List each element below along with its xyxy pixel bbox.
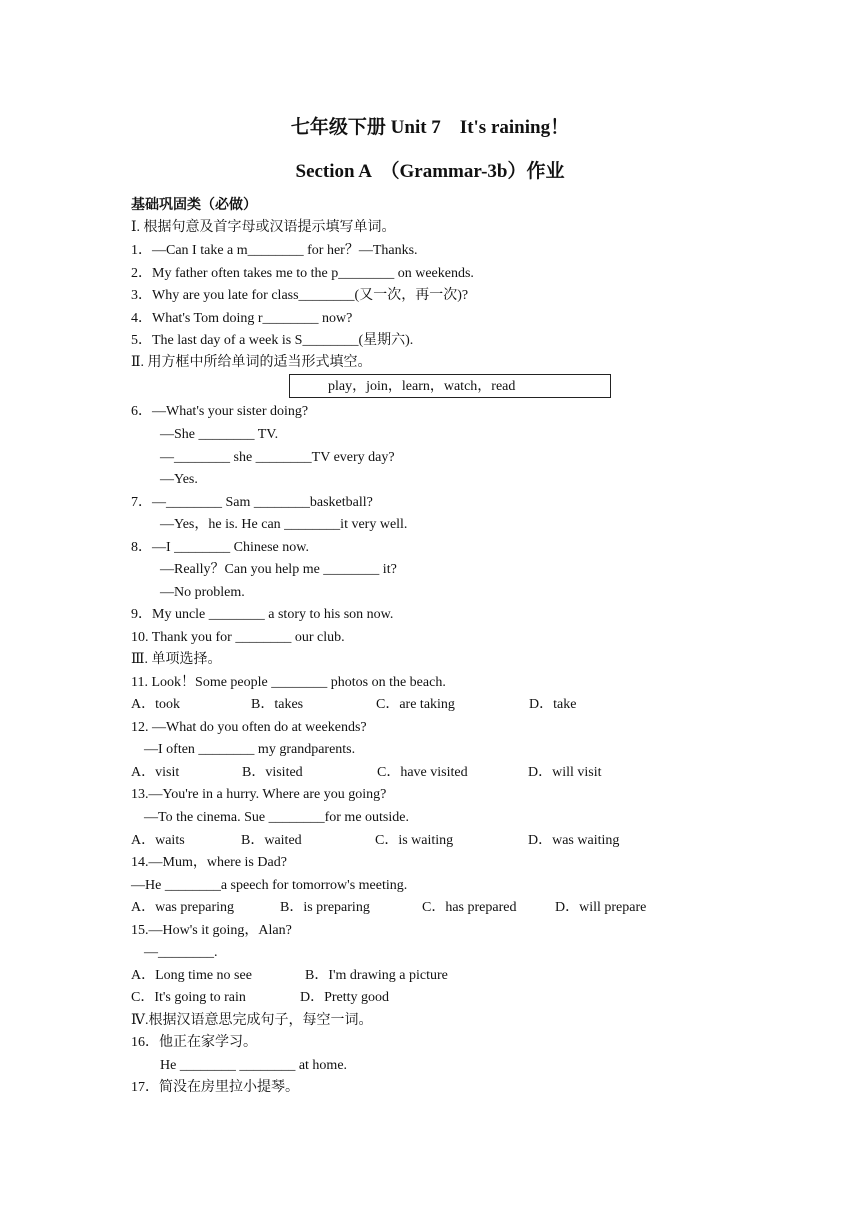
category-label: 基础巩固类（必做） bbox=[131, 198, 257, 213]
question-16-line: He ________ ________ at home. bbox=[160, 1058, 348, 1073]
question-10: 10. Thank you for ________ our club. bbox=[131, 630, 345, 645]
word-box bbox=[289, 374, 611, 398]
page-title: 七年级下册 Unit 7 It's raining！ bbox=[290, 117, 570, 138]
question-12-line: —I often ________ my grandparents. bbox=[144, 742, 356, 757]
option-d: D．Pretty good bbox=[300, 990, 390, 1005]
question-8-line: —No problem. bbox=[160, 585, 245, 600]
question-15: 15.—How's it going，Alan? bbox=[131, 923, 292, 938]
question-8: 8．—I ________ Chinese now. bbox=[131, 540, 309, 555]
option-c: C．is waiting bbox=[375, 833, 454, 848]
question-7: 7．—________ Sam ________basketball? bbox=[131, 495, 373, 510]
option-a: A．waits bbox=[131, 833, 185, 848]
part4-heading: Ⅳ.根据汉语意思完成句子，每空一词。 bbox=[131, 1013, 373, 1028]
question-6-line: —She ________ TV. bbox=[160, 427, 279, 442]
option-c: C．have visited bbox=[377, 765, 468, 780]
option-a: A．Long time no see bbox=[131, 968, 252, 983]
question-13: 13.—You're in a hurry. Where are you going? bbox=[131, 787, 387, 802]
question-1: 1．—Can I take a m________ for her？—Thanks. bbox=[131, 243, 418, 258]
option-d: D．will prepare bbox=[555, 900, 647, 915]
option-b: B．is preparing bbox=[280, 900, 370, 915]
question-15-line: —________. bbox=[144, 945, 218, 960]
question-6-line: —________ she ________TV every day? bbox=[160, 450, 395, 465]
part1-heading: Ⅰ. 根据句意及首字母或汉语提示填写单词。 bbox=[131, 220, 396, 235]
question-2: 2．My father often takes me to the p________ on weekends. bbox=[131, 266, 474, 281]
question-6: 6．—What's your sister doing? bbox=[131, 404, 309, 419]
question-14: 14.—Mum，where is Dad? bbox=[131, 855, 287, 870]
question-6-line: —Yes. bbox=[160, 472, 198, 487]
word-box-text: play，join，learn，watch，read bbox=[328, 379, 516, 394]
option-a: A．took bbox=[131, 697, 180, 712]
question-13-line: —To the cinema. Sue ________for me outside. bbox=[144, 810, 409, 825]
question-9: 9．My uncle ________ a story to his son now. bbox=[131, 607, 394, 622]
part2-heading: Ⅱ. 用方框中所给单词的适当形式填空。 bbox=[131, 355, 372, 370]
question-17: 17．简没在房里拉小提琴。 bbox=[131, 1080, 299, 1095]
page-subtitle: Section A （Grammar-3b）作业 bbox=[295, 161, 565, 182]
question-4: 4．What's Tom doing r________ now? bbox=[131, 311, 353, 326]
question-8-line: —Really？Can you help me ________ it? bbox=[160, 562, 397, 577]
option-d: D．will visit bbox=[528, 765, 602, 780]
option-a: A．visit bbox=[131, 765, 180, 780]
question-3: 3．Why are you late for class________(又一次，再一次)? bbox=[131, 288, 469, 303]
option-b: B．visited bbox=[242, 765, 303, 780]
question-12: 12. —What do you often do at weekends? bbox=[131, 720, 367, 735]
option-a: A．was preparing bbox=[131, 900, 235, 915]
option-c: C．It's going to rain bbox=[131, 990, 246, 1005]
question-14-line: —He ________a speech for tomorrow's meeting. bbox=[131, 878, 408, 893]
question-16: 16．他正在家学习。 bbox=[131, 1035, 257, 1050]
part3-heading: Ⅲ. 单项选择。 bbox=[131, 652, 222, 667]
question-5: 5．The last day of a week is S________(星期六). bbox=[131, 333, 414, 348]
question-7-line: —Yes，he is. He can ________it very well. bbox=[160, 517, 408, 532]
option-c: C．are taking bbox=[376, 697, 455, 712]
option-b: B．waited bbox=[241, 833, 302, 848]
option-b: B．takes bbox=[251, 697, 304, 712]
option-c: C．has prepared bbox=[422, 900, 517, 915]
question-11: 11. Look！Some people ________ photos on the beach. bbox=[131, 675, 446, 690]
option-d: D．take bbox=[529, 697, 577, 712]
option-b: B．I'm drawing a picture bbox=[305, 968, 448, 983]
option-d: D．was waiting bbox=[528, 833, 620, 848]
